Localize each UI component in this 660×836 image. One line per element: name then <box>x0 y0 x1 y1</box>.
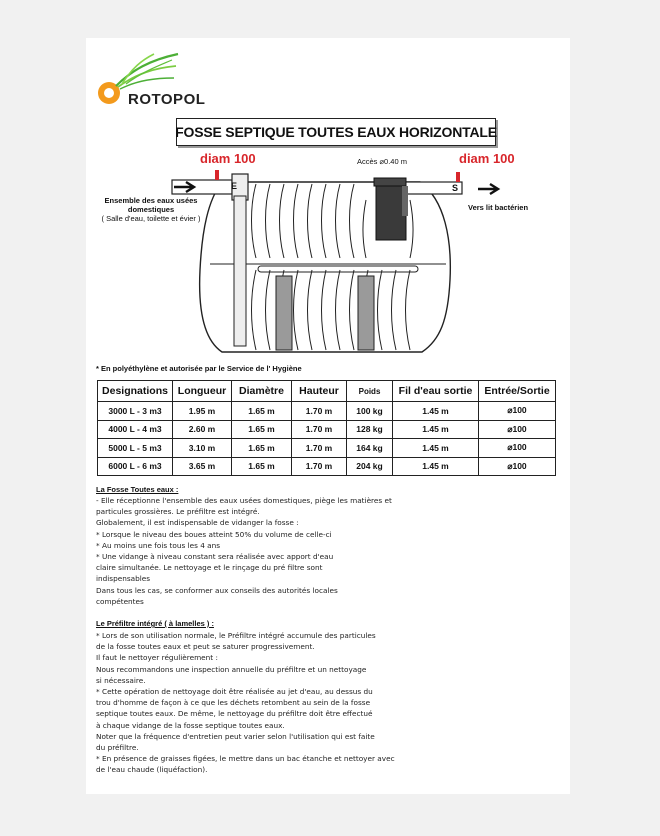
table-row <box>98 439 556 458</box>
cell-designation: 4000 L - 4 m3 <box>98 420 173 439</box>
cell-fil-eau: 1.45 m <box>393 457 479 476</box>
cell-entree-sortie: ⌀100 <box>479 439 556 458</box>
logo-name: ROTOPOL <box>128 91 206 108</box>
cell-entree-sortie: ⌀100 <box>479 402 556 421</box>
cell-hauteur: 1.70 m <box>292 457 347 476</box>
section-prefiltre-text: * Lors de son utilisation normale, le Préfiltre intégré accumule des particules de la fosse toutes eaux et peut se saturer progressivement. Il faut le nettoyer régulièrement : Nous recommandons une inspection annuelle du préfiltre et un nettoyage si nécessaire. * Cette opération de nettoyage doit être réalisée au jet d'eau, au dessus du trou d'homme de façon à ce que les déchets retombent au sein de la fosse septique toutes eaux. De même, le nettoyage du préfiltre doit être effectué à chaque vidange de la fosse septique toutes eaux. Noter que la fréquence d'entretien peut varier selon l'utilisation qui est faite du préfiltre. * En présence de graisses figées, le mettre dans un bac étanche et nettoyer avec de l'eau chaude (liquéfaction). <box>96 631 395 775</box>
cell-designation: 3000 L - 3 m3 <box>98 402 173 421</box>
inlet-diameter-label: diam 100 <box>200 151 256 166</box>
cell-fil-eau: 1.45 m <box>393 402 479 421</box>
section-fosse-text: - Elle réceptionne l'ensemble des eaux usées domestiques, piège les matières et particules grossières. Le préfiltre est intégré. Globalement, il est indispensable de vidanger la fosse : * Lorsque le niveau des boues atteint 50% du volume de celle-ci * Au moins une fois tous les 4 ans * Une vidange à niveau constant sera réalisée avec apport d'eau claire simultanée. Le nettoyage et le rinçage du pré filtre sont indispensables Dans tous les cas, se conformer aux conseils des autorités locales compétentes <box>96 496 392 606</box>
cell-poids: 204 kg <box>347 457 393 476</box>
col-header-poids: Poids <box>347 381 393 402</box>
cell-poids: 164 kg <box>347 439 393 458</box>
cell-fil-eau: 1.45 m <box>393 420 479 439</box>
cell-hauteur: 1.70 m <box>292 420 347 439</box>
cell-diametre: 1.65 m <box>232 439 292 458</box>
outlet-arrow-icon <box>476 182 506 196</box>
table-row <box>98 420 556 439</box>
cell-poids: 100 kg <box>347 402 393 421</box>
cell-poids: 128 kg <box>347 420 393 439</box>
col-header-hauteur: Hauteur <box>292 381 347 402</box>
section-prefiltre-heading: Le Préfiltre intégré ( à lamelles ) : <box>96 619 214 628</box>
inlet-letter: E <box>230 181 237 191</box>
cell-longueur: 3.65 m <box>173 457 232 476</box>
cell-diametre: 1.65 m <box>232 457 292 476</box>
col-header-entree-sortie: Entrée/Sortie <box>479 381 556 402</box>
access-label: Accès ⌀0.40 m <box>357 157 407 166</box>
cell-longueur: 2.60 m <box>173 420 232 439</box>
cell-diametre: 1.65 m <box>232 402 292 421</box>
col-header-fil-eau: Fil d'eau sortie <box>393 381 479 402</box>
col-header-designations: Designations <box>98 381 173 402</box>
inlet-arrow-icon <box>172 180 202 194</box>
cell-longueur: 3.10 m <box>173 439 232 458</box>
inlet-description: Ensemble des eaux usées domestiques ( Salle d'eau, toilette et évier ) <box>101 196 201 223</box>
col-header-diametre: Diamètre <box>232 381 292 402</box>
cell-longueur: 1.95 m <box>173 402 232 421</box>
cell-entree-sortie: ⌀100 <box>479 420 556 439</box>
spec-table <box>97 380 556 476</box>
outlet-description: Vers lit bactérien <box>468 203 529 212</box>
cell-hauteur: 1.70 m <box>292 439 347 458</box>
cell-diametre: 1.65 m <box>232 420 292 439</box>
section-fosse-heading: La Fosse Toutes eaux : <box>96 485 179 494</box>
table-header-row <box>98 381 556 402</box>
outlet-letter: S <box>451 183 458 193</box>
col-header-longueur: Longueur <box>173 381 232 402</box>
cell-hauteur: 1.70 m <box>292 402 347 421</box>
cell-entree-sortie: ⌀100 <box>479 457 556 476</box>
cell-fil-eau: 1.45 m <box>393 439 479 458</box>
page-title: FOSSE SEPTIQUE TOUTES EAUX HORIZONTALE <box>176 118 496 146</box>
material-note: * En polyéthylène et autorisée par le Service de l' Hygiène <box>96 364 302 373</box>
outlet-diameter-label: diam 100 <box>459 151 515 166</box>
cell-designation: 6000 L - 6 m3 <box>98 457 173 476</box>
table-row <box>98 402 556 421</box>
table-row <box>98 457 556 476</box>
cell-designation: 5000 L - 5 m3 <box>98 439 173 458</box>
